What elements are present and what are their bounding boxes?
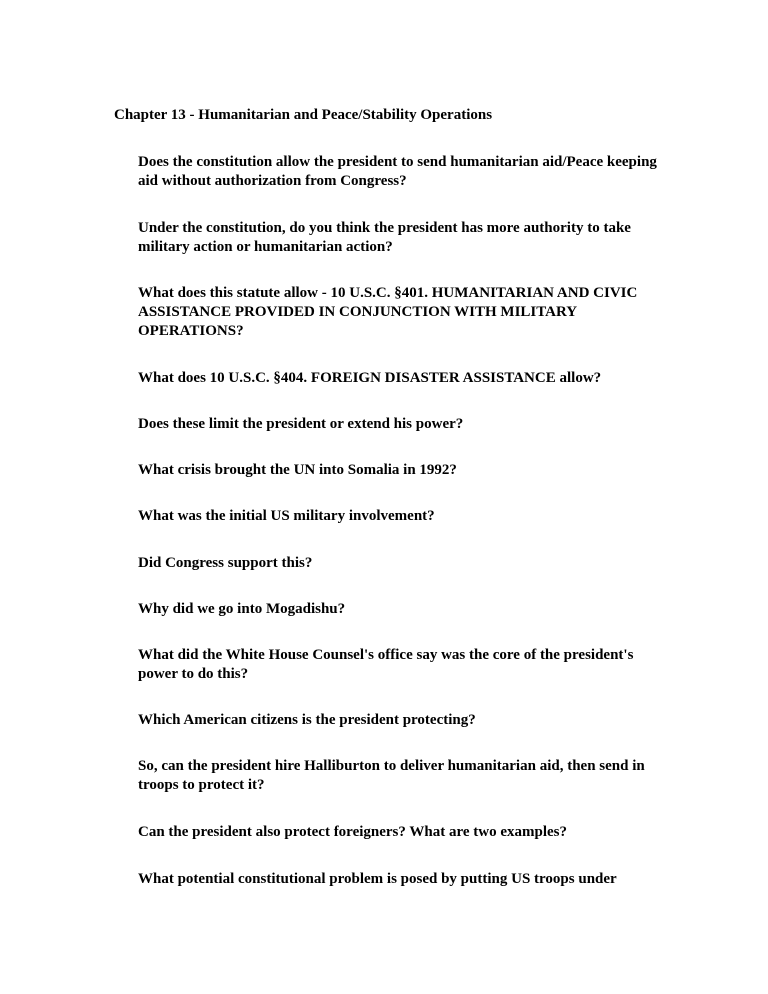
- question-3: What does this statute allow - 10 U.S.C. §401. HUMANITARIAN AND CIVIC ASSISTANCE PROVIDED IN CONJUNCTION WITH MILITARY OPERATIONS?: [138, 285, 638, 339]
- question-7: What was the initial US military involvement?: [138, 508, 435, 524]
- question-2: Under the constitution, do you think the president has more authority to take military action or humanitarian action?: [138, 220, 631, 255]
- question-11: Which American citizens is the president protecting?: [138, 712, 476, 728]
- question-9: Why did we go into Mogadishu?: [138, 601, 346, 617]
- chapter-heading: Chapter 13 - Humanitarian and Peace/Stability Operations: [114, 107, 493, 123]
- question-13: Can the president also protect foreigners? What are two examples?: [138, 824, 567, 840]
- question-8: Did Congress support this?: [138, 555, 313, 571]
- question-14: What potential constitutional problem is posed by putting US troops under: [138, 871, 617, 887]
- question-12: So, can the president hire Halliburton to deliver humanitarian aid, then send in troops to protect it?: [138, 758, 645, 793]
- question-6: What crisis brought the UN into Somalia in 1992?: [138, 462, 457, 478]
- question-4: What does 10 U.S.C. §404. FOREIGN DISASTER ASSISTANCE allow?: [138, 370, 602, 386]
- question-1: Does the constitution allow the president to send humanitarian aid/Peace keeping aid without authorization from Congress?: [138, 154, 657, 189]
- question-10: What did the White House Counsel's office say was the core of the president's power to do this?: [138, 647, 634, 682]
- question-5: Does these limit the president or extend his power?: [138, 416, 464, 432]
